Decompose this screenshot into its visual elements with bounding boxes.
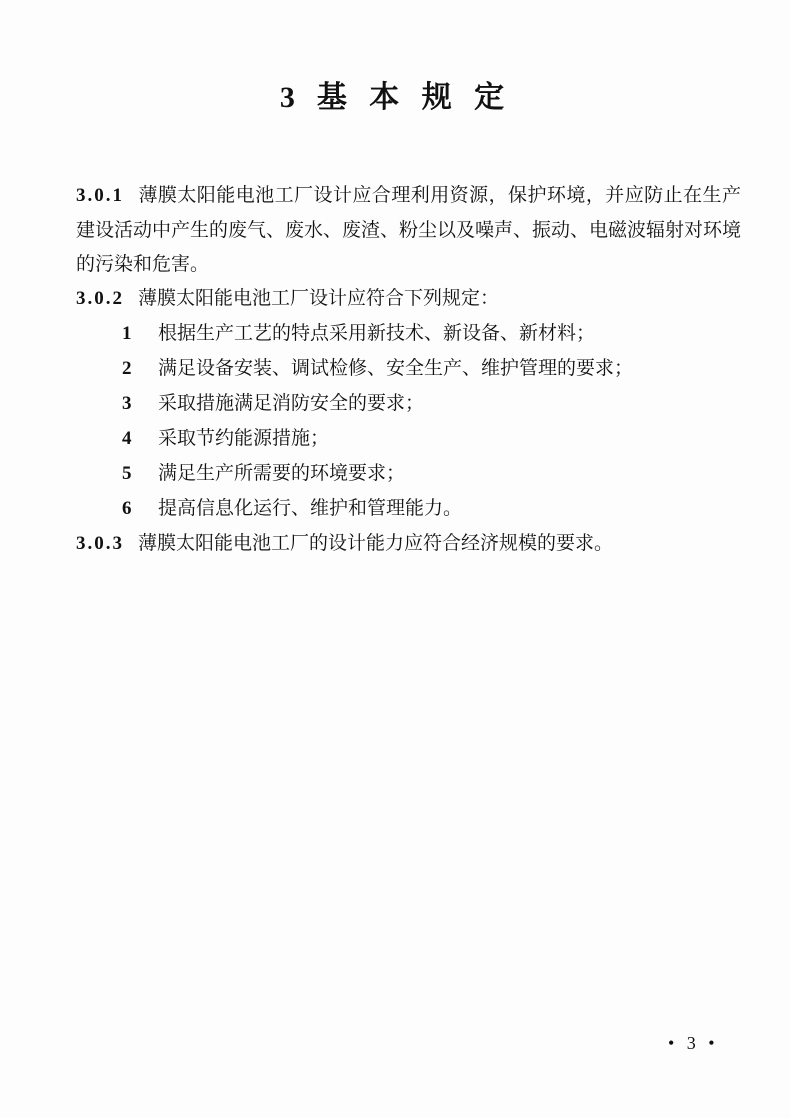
list-item bbox=[76, 491, 741, 526]
clause-3-0-3 bbox=[76, 526, 741, 561]
item-text: 满足设备安装、调试检修、安全生产、维护管理的要求； bbox=[158, 357, 634, 379]
clauses-body bbox=[76, 178, 741, 561]
clause-text: 薄膜太阳能电池工厂设计应合理利用资源，保护环境，并应防止在生产建设活动中产生的废气、废水、废渣、粉尘以及噪声、振动、电磁波辐射对环境的污染和危害。 bbox=[76, 184, 742, 275]
item-text: 采取节约能源措施； bbox=[158, 427, 330, 449]
clause-3-0-2 bbox=[76, 281, 741, 316]
clause-3-0-2-items bbox=[76, 316, 741, 526]
item-number: 6 bbox=[122, 498, 132, 519]
clause-number: 3.0.2 bbox=[76, 288, 124, 309]
list-item bbox=[76, 316, 741, 351]
clause-text: 薄膜太阳能电池工厂设计应符合下列规定： bbox=[138, 287, 500, 309]
item-number: 2 bbox=[122, 358, 132, 379]
chapter-title-text: 基 本 规 定 bbox=[316, 80, 511, 115]
item-text: 采取措施满足消防安全的要求； bbox=[158, 392, 425, 414]
item-text: 提高信息化运行、维护和管理能力。 bbox=[158, 497, 463, 519]
list-item bbox=[76, 386, 741, 421]
list-item bbox=[76, 421, 741, 456]
item-text: 根据生产工艺的特点采用新技术、新设备、新材料； bbox=[158, 322, 596, 344]
clause-number: 3.0.1 bbox=[76, 185, 124, 206]
item-number: 3 bbox=[122, 393, 132, 414]
clause-number: 3.0.3 bbox=[76, 533, 124, 554]
list-item bbox=[76, 456, 741, 491]
page-number: • 3 • bbox=[668, 1033, 719, 1053]
chapter-number: 3 bbox=[279, 81, 295, 114]
item-number: 4 bbox=[122, 428, 132, 449]
item-number: 5 bbox=[122, 463, 132, 484]
clause-3-0-1 bbox=[76, 178, 741, 281]
list-item bbox=[76, 351, 741, 386]
item-number: 1 bbox=[122, 323, 132, 344]
item-text: 满足生产所需要的环境要求； bbox=[158, 462, 406, 484]
chapter-title bbox=[0, 72, 790, 116]
clause-text: 薄膜太阳能电池工厂的设计能力应符合经济规模的要求。 bbox=[138, 532, 614, 554]
